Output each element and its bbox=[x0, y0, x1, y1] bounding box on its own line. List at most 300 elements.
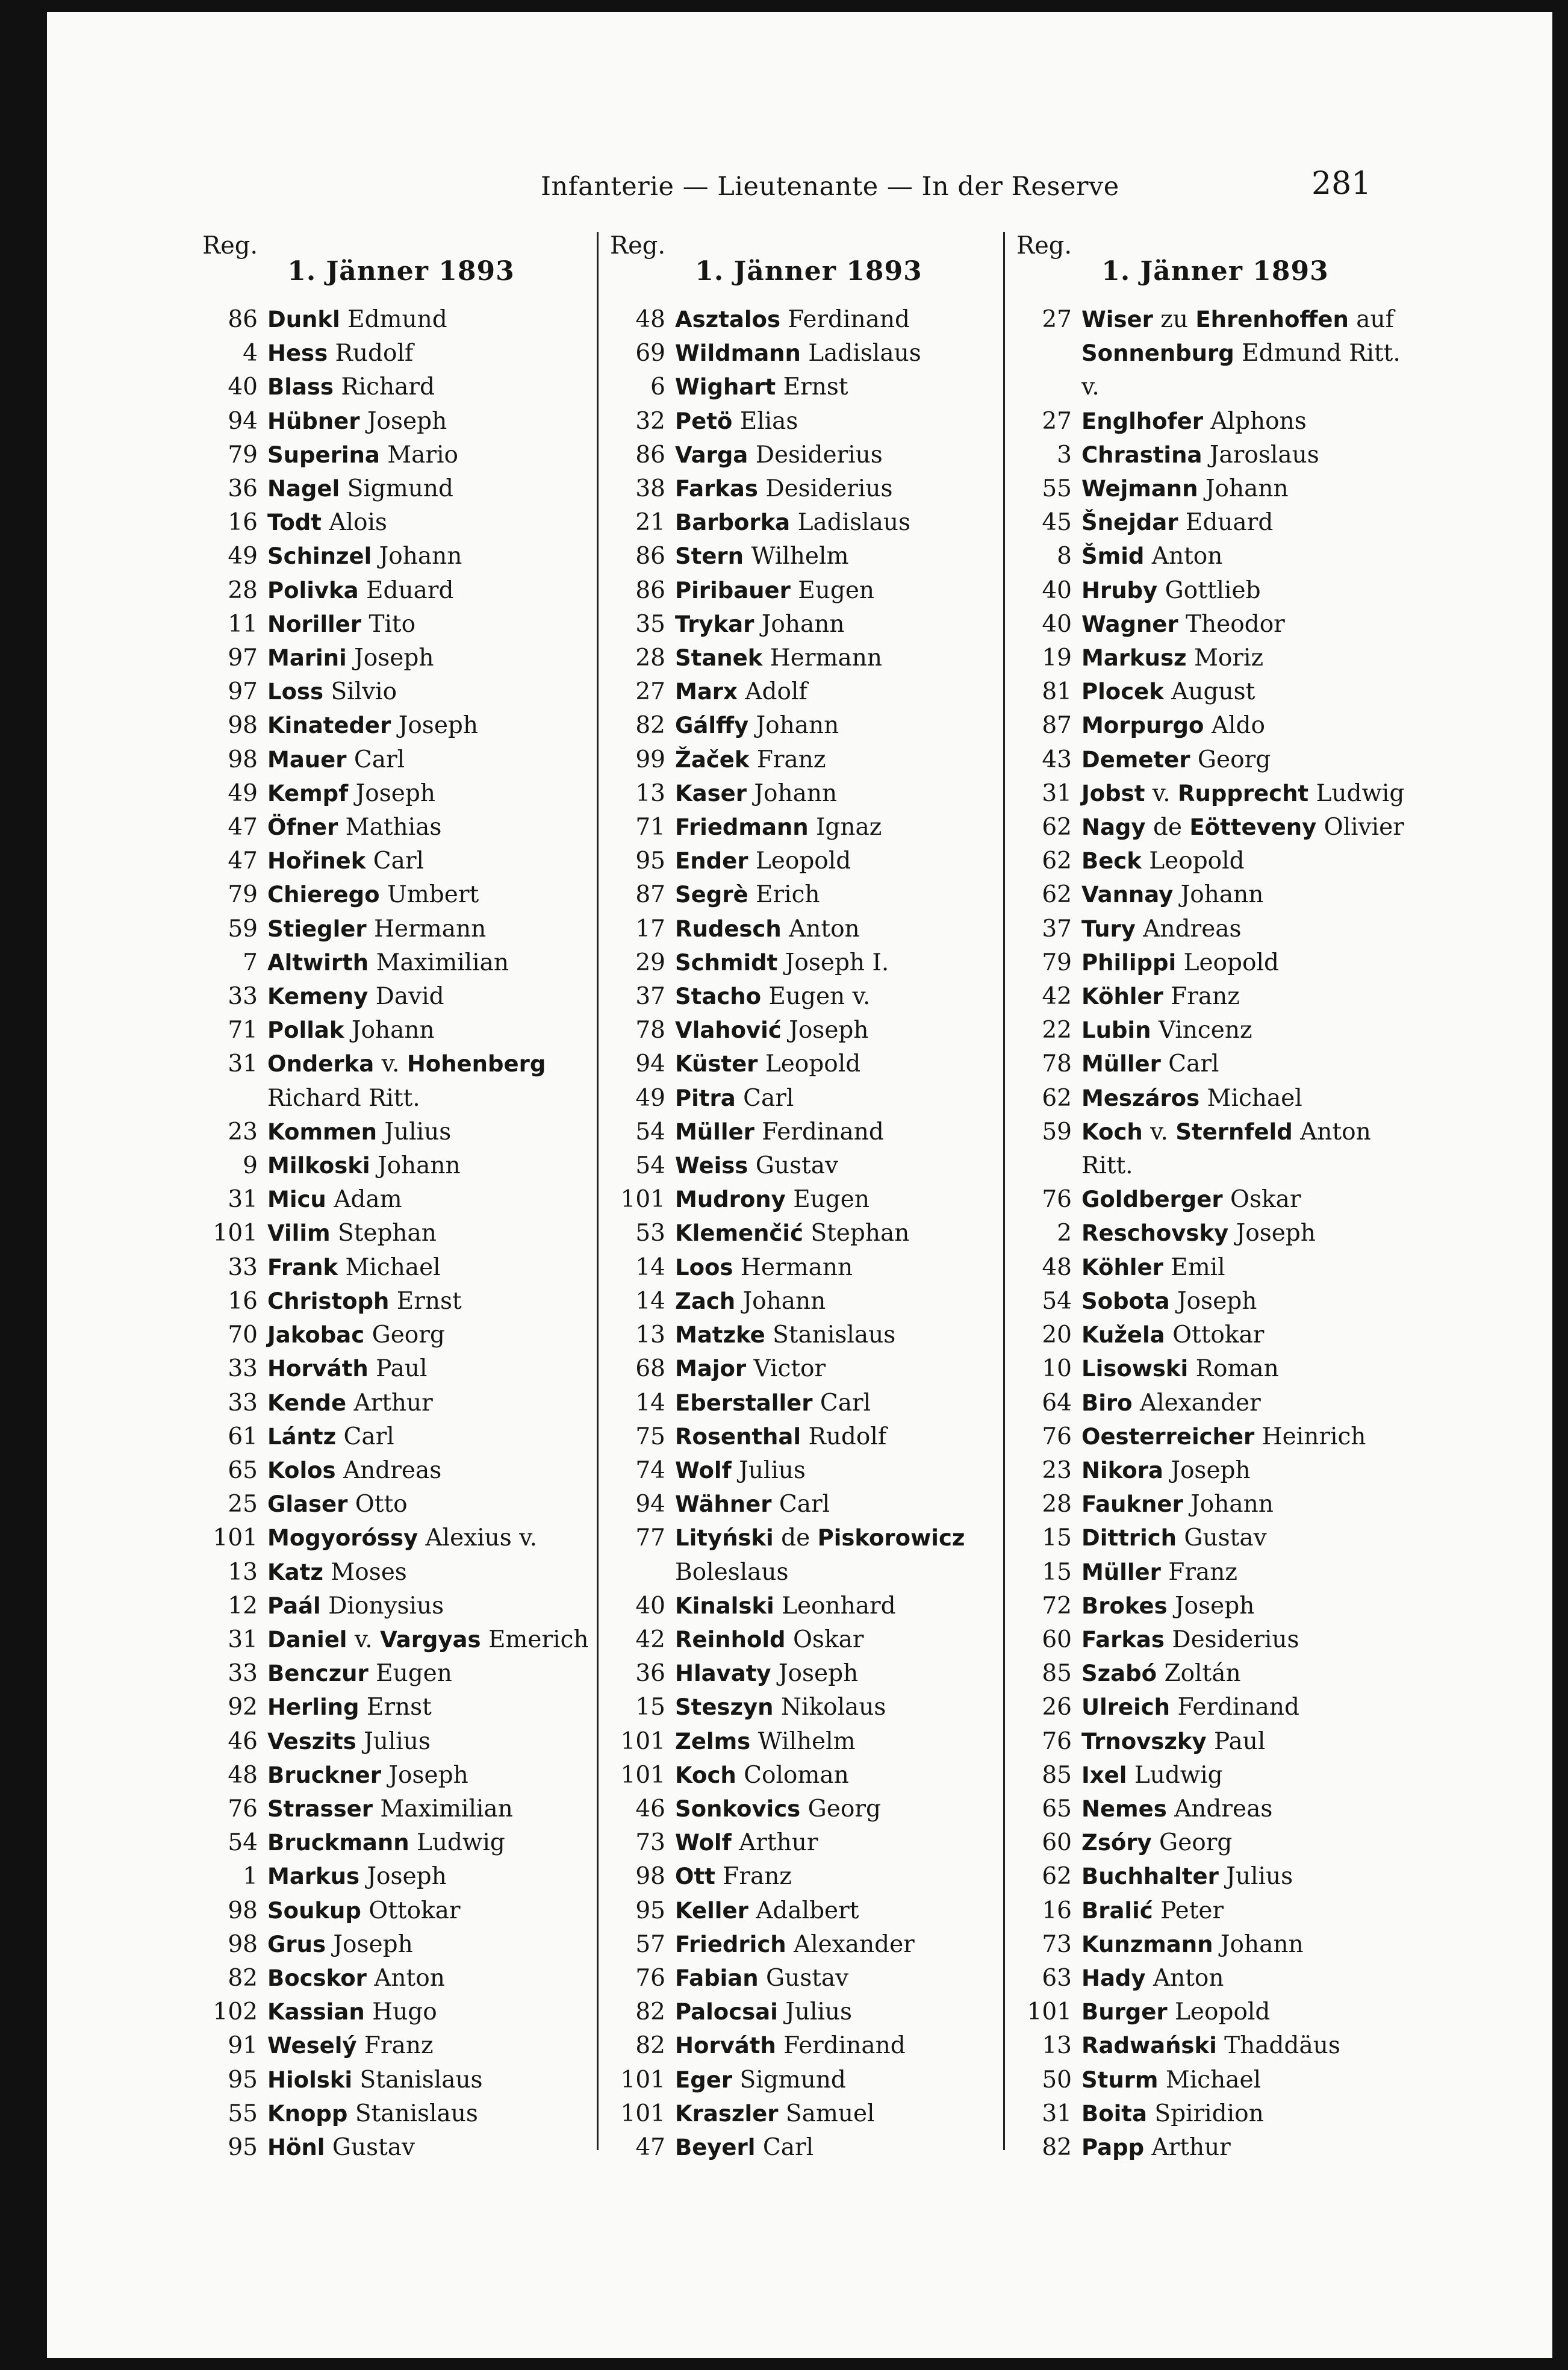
surname-continuation: Sonnenburg bbox=[1081, 340, 1234, 367]
officer-name bbox=[267, 912, 486, 946]
given-name: Michael bbox=[1207, 1084, 1302, 1112]
officer-name bbox=[675, 912, 860, 946]
regiment-number: 82 bbox=[228, 1964, 258, 1992]
surname: Bocskor bbox=[267, 1965, 367, 1991]
officer-name bbox=[675, 1183, 870, 1217]
given-name: August bbox=[1171, 678, 1255, 706]
officer-name bbox=[1081, 1657, 1241, 1691]
given-name: Richard bbox=[341, 373, 435, 401]
surname: Friedrich bbox=[675, 1931, 786, 1957]
regiment-number: 79 bbox=[228, 881, 258, 909]
regiment-number: 102 bbox=[213, 1998, 258, 2026]
officer-name bbox=[675, 675, 807, 709]
given-name: Rudolf bbox=[808, 1423, 887, 1450]
officer-name bbox=[675, 608, 845, 641]
given-name: Ernst bbox=[396, 1287, 462, 1315]
officer-name bbox=[1081, 1995, 1270, 2029]
officer-name bbox=[267, 608, 415, 641]
surname: Lántz bbox=[267, 1423, 337, 1450]
column-header bbox=[1016, 232, 1414, 303]
regiment-number: 13 bbox=[228, 1558, 258, 1586]
list-item bbox=[202, 2063, 600, 2097]
given-name: Wilhelm bbox=[758, 1727, 856, 1755]
regiment-number: 53 bbox=[635, 1220, 665, 1247]
regiment-number: 33 bbox=[228, 983, 258, 1011]
surname: Zach bbox=[675, 1288, 736, 1314]
list-item bbox=[610, 844, 1007, 878]
officer-name bbox=[1081, 1183, 1301, 1217]
list-item bbox=[1016, 2131, 1414, 2165]
given-name: Sigmund bbox=[739, 2066, 846, 2094]
officer-name bbox=[675, 1454, 806, 1488]
given-name: Alexander bbox=[1139, 1389, 1261, 1417]
given-name: Mathias bbox=[345, 814, 442, 841]
list-item bbox=[1016, 1962, 1414, 1995]
officer-name bbox=[1081, 946, 1279, 980]
officer-name bbox=[1081, 1420, 1366, 1454]
regiment-number: 8 bbox=[1057, 543, 1072, 570]
surname: Wiser bbox=[1081, 307, 1153, 332]
given-name: Zoltán bbox=[1164, 1660, 1241, 1688]
list-item bbox=[1016, 1014, 1414, 1047]
surname: Rudesch bbox=[675, 915, 782, 942]
list-item bbox=[202, 2097, 600, 2131]
list-item bbox=[1016, 1318, 1414, 1352]
regiment-number: 21 bbox=[635, 509, 665, 537]
surname: Zelms bbox=[675, 1728, 751, 1754]
officer-name bbox=[267, 946, 509, 980]
officer-name bbox=[675, 1251, 853, 1285]
list-item bbox=[610, 1894, 1007, 1928]
officer-name bbox=[267, 811, 441, 844]
list-item bbox=[202, 1285, 600, 1318]
given-name: Andreas bbox=[1143, 915, 1242, 943]
given-name: Adolf bbox=[745, 678, 807, 706]
officer-name bbox=[675, 1995, 852, 2029]
given-name: Theodor bbox=[1186, 610, 1285, 638]
regiment-number: 76 bbox=[1042, 1727, 1072, 1755]
officer-name bbox=[1081, 1285, 1257, 1318]
regiment-number: 1 bbox=[243, 1863, 258, 1891]
date-label: 1. Jänner 1893 bbox=[1101, 256, 1329, 287]
surname: Kužela bbox=[1081, 1322, 1165, 1349]
surname: Schinzel bbox=[267, 543, 372, 570]
officer-name bbox=[1081, 980, 1240, 1014]
given-name: Elias bbox=[739, 407, 798, 435]
officer-name bbox=[675, 574, 874, 608]
list-item bbox=[1016, 709, 1414, 743]
officer-name bbox=[267, 675, 397, 709]
list-item bbox=[202, 709, 600, 743]
regiment-number: 49 bbox=[228, 779, 258, 807]
list-item bbox=[610, 2097, 1007, 2131]
regiment-number: 64 bbox=[1042, 1389, 1072, 1417]
list-item bbox=[610, 405, 1007, 438]
surname: Buchhalter bbox=[1081, 1863, 1219, 1890]
surname: Faukner bbox=[1081, 1491, 1183, 1518]
list-item bbox=[610, 709, 1007, 743]
surname: Dunkl bbox=[267, 307, 340, 332]
given-name: Anton bbox=[1153, 1964, 1224, 1992]
given-name: Joseph bbox=[388, 1761, 468, 1789]
given-name: Johann bbox=[377, 1152, 461, 1180]
given-name: Michael bbox=[1165, 2066, 1262, 2094]
surname: Todt bbox=[267, 510, 322, 536]
officer-name bbox=[675, 1420, 886, 1454]
list-item bbox=[610, 743, 1007, 777]
name-continuation: Boleslaus bbox=[675, 1558, 789, 1586]
officer-name bbox=[267, 1792, 513, 1826]
officer-name bbox=[267, 337, 413, 370]
regiment-number: 33 bbox=[228, 1253, 258, 1281]
surname: Horváth bbox=[267, 1356, 369, 1382]
given-name: Spiridion bbox=[1154, 2100, 1264, 2127]
surname: Müller bbox=[1081, 1559, 1161, 1585]
given-name: v. bbox=[1150, 1118, 1168, 1146]
surname: Philippi bbox=[1081, 949, 1177, 976]
officer-name bbox=[675, 811, 882, 844]
surname: Ender bbox=[675, 848, 748, 875]
given-name: Hermann bbox=[374, 915, 487, 943]
list-item bbox=[1016, 1792, 1414, 1826]
regiment-number: 97 bbox=[228, 678, 258, 706]
regiment-number: 14 bbox=[635, 1389, 665, 1417]
given-name: Joseph bbox=[1236, 1220, 1316, 1247]
surname: Koch bbox=[675, 1762, 736, 1788]
list-item bbox=[610, 608, 1007, 641]
given-name: Stanislaus bbox=[773, 1321, 896, 1349]
officer-name bbox=[675, 1792, 881, 1826]
list-item bbox=[202, 472, 600, 506]
officer-name bbox=[1081, 574, 1261, 608]
list-item bbox=[610, 777, 1007, 811]
list-item bbox=[202, 370, 600, 404]
list-item bbox=[202, 1894, 600, 1928]
officer-name bbox=[267, 1894, 461, 1928]
given-name: Andreas bbox=[1174, 1795, 1273, 1823]
given-name: Hermann bbox=[770, 644, 882, 672]
given-name: Desiderius bbox=[765, 475, 893, 503]
regiment-number: 101 bbox=[620, 2066, 665, 2094]
surname: Eger bbox=[675, 2066, 733, 2093]
officer-name bbox=[1081, 540, 1222, 573]
regiment-number: 36 bbox=[228, 475, 258, 503]
given-name: Joseph bbox=[367, 1863, 447, 1891]
given-name: Eugen bbox=[376, 1660, 452, 1688]
officer-name bbox=[1081, 1318, 1264, 1352]
regiment-number: 95 bbox=[228, 2133, 258, 2161]
surname: Šnejdar bbox=[1081, 510, 1178, 536]
list-item bbox=[202, 438, 600, 472]
officer-name bbox=[675, 337, 921, 370]
list-item bbox=[610, 1792, 1007, 1826]
given-name: Joseph bbox=[355, 779, 435, 807]
list-item bbox=[610, 438, 1007, 472]
surname: Wejmann bbox=[1081, 476, 1198, 502]
surname-2: Eötteveny bbox=[1189, 814, 1317, 841]
list-item bbox=[610, 1420, 1007, 1454]
surname: Beyerl bbox=[675, 2134, 756, 2160]
officer-name bbox=[675, 980, 870, 1014]
regiment-number: 57 bbox=[635, 1930, 665, 1958]
regiment-number: 78 bbox=[635, 1017, 665, 1044]
officer-name bbox=[1081, 2097, 1264, 2131]
officer-name bbox=[1081, 743, 1271, 777]
list-item bbox=[610, 370, 1007, 404]
column-2 bbox=[610, 232, 1007, 2165]
given-name: Ladislaus bbox=[797, 509, 911, 537]
surname: Reschovsky bbox=[1081, 1220, 1229, 1247]
given-name: Ottokar bbox=[1172, 1321, 1265, 1349]
regiment-number: 82 bbox=[635, 712, 665, 740]
officer-name bbox=[267, 574, 453, 608]
list-item bbox=[202, 980, 600, 1014]
given-name: Maximilian bbox=[380, 1795, 513, 1823]
regiment-number: 71 bbox=[635, 814, 665, 841]
given-name: Carl bbox=[743, 1084, 794, 1112]
officer-name bbox=[675, 1047, 860, 1081]
list-item bbox=[1016, 1894, 1414, 1928]
list-item bbox=[202, 303, 600, 337]
surname: Farkas bbox=[675, 476, 758, 502]
given-name: Erich bbox=[755, 881, 820, 909]
surname: Kempf bbox=[267, 780, 349, 806]
regiment-number: 62 bbox=[1042, 1084, 1072, 1112]
list-item bbox=[1016, 878, 1414, 912]
surname: Ixel bbox=[1081, 1762, 1127, 1788]
given-name: Julius bbox=[384, 1118, 452, 1146]
given-name: Franz bbox=[1168, 1558, 1237, 1586]
surname: Matzke bbox=[675, 1322, 765, 1349]
given-name: Arthur bbox=[353, 1389, 433, 1417]
regiment-number: 40 bbox=[1042, 610, 1072, 638]
regiment-number: 86 bbox=[635, 576, 665, 604]
list-item bbox=[610, 2063, 1007, 2097]
regiment-number: 14 bbox=[635, 1253, 665, 1281]
officer-name bbox=[1081, 844, 1245, 878]
list-item-continuation bbox=[202, 1082, 600, 1115]
given-name: David bbox=[375, 983, 444, 1011]
given-name: Georg bbox=[372, 1321, 445, 1349]
given-name: zu bbox=[1160, 306, 1188, 333]
given-name: Adalbert bbox=[756, 1897, 859, 1924]
regiment-number: 3 bbox=[1057, 441, 1072, 469]
given-name: Mario bbox=[387, 441, 458, 469]
list-item bbox=[202, 1995, 600, 2029]
regiment-number: 85 bbox=[1042, 1660, 1072, 1688]
officer-name bbox=[675, 1014, 868, 1047]
surname: Trnovszky bbox=[1081, 1728, 1207, 1754]
surname: Petö bbox=[675, 408, 733, 434]
officer-name bbox=[267, 1691, 432, 1724]
list-item bbox=[610, 1115, 1007, 1149]
regiment-number: 65 bbox=[228, 1456, 258, 1484]
surname: Öfner bbox=[267, 814, 338, 841]
officer-name bbox=[1081, 1082, 1302, 1115]
regiment-number: 101 bbox=[620, 1727, 665, 1755]
surname: Reinhold bbox=[675, 1626, 786, 1653]
surname: Mudrony bbox=[675, 1187, 786, 1213]
given-name: Ernst bbox=[366, 1694, 432, 1721]
surname: Pollak bbox=[267, 1017, 344, 1044]
list-item bbox=[1016, 946, 1414, 980]
list-item bbox=[1016, 1860, 1414, 1894]
given-name: Julius bbox=[364, 1727, 431, 1755]
officer-name bbox=[267, 1759, 468, 1792]
given-name: Eugen bbox=[798, 576, 875, 604]
surname: Stern bbox=[675, 543, 744, 570]
given-name: Heinrich bbox=[1262, 1423, 1366, 1450]
given-name: v. bbox=[1152, 779, 1171, 807]
name-continuation-2: v. bbox=[1081, 373, 1100, 401]
officer-name bbox=[1081, 2029, 1340, 2063]
list-item bbox=[1016, 1352, 1414, 1386]
given-name: Georg bbox=[1197, 746, 1271, 773]
surname: Jobst bbox=[1081, 780, 1145, 806]
surname: Nemes bbox=[1081, 1795, 1167, 1822]
regiment-number: 95 bbox=[635, 1897, 665, 1924]
officer-name bbox=[675, 506, 910, 540]
regiment-number: 92 bbox=[228, 1694, 258, 1721]
given-name: Anton bbox=[1151, 543, 1223, 570]
given-name: Desiderius bbox=[755, 441, 883, 469]
regiment-number: 23 bbox=[228, 1118, 258, 1146]
regiment-number: 33 bbox=[228, 1660, 258, 1688]
officer-name bbox=[1081, 811, 1404, 844]
regiment-number: 25 bbox=[228, 1491, 258, 1518]
given-name: Johann bbox=[754, 779, 838, 807]
officer-name bbox=[267, 1521, 537, 1555]
given-name: Joseph bbox=[333, 1930, 413, 1958]
surname: Sturm bbox=[1081, 2066, 1159, 2093]
officer-name bbox=[675, 405, 798, 438]
list-item bbox=[202, 743, 600, 777]
list-item bbox=[1016, 1285, 1414, 1318]
officer-name bbox=[675, 1894, 859, 1928]
list-item bbox=[202, 1183, 600, 1217]
list-item bbox=[1016, 1521, 1414, 1555]
officer-name bbox=[267, 1251, 441, 1285]
officer-name bbox=[675, 1285, 826, 1318]
given-name: Paul bbox=[376, 1355, 428, 1383]
list-item bbox=[202, 1454, 600, 1488]
surname: Köhler bbox=[1081, 984, 1163, 1010]
regiment-number: 79 bbox=[1042, 949, 1072, 976]
surname: Bruckmann bbox=[267, 1830, 409, 1856]
officer-name bbox=[1081, 912, 1242, 946]
given-name: Hugo bbox=[372, 1998, 437, 2026]
regiment-number: 86 bbox=[228, 306, 258, 333]
surname: Horváth bbox=[675, 2033, 776, 2059]
surname: Soukup bbox=[267, 1897, 361, 1924]
regiment-number: 49 bbox=[635, 1084, 665, 1112]
given-name: Joseph bbox=[354, 644, 434, 672]
list-item bbox=[202, 1623, 600, 1657]
list-item bbox=[610, 878, 1007, 912]
list-item bbox=[1016, 844, 1414, 878]
surname: Milkoski bbox=[267, 1153, 370, 1179]
regiment-number: 33 bbox=[228, 1389, 258, 1417]
list-item bbox=[202, 1556, 600, 1589]
regiment-number: 15 bbox=[1042, 1524, 1072, 1552]
officer-name bbox=[267, 1014, 435, 1047]
regiment-number: 31 bbox=[1042, 2100, 1072, 2127]
list-item bbox=[610, 1589, 1007, 1623]
regiment-number: 13 bbox=[1042, 2032, 1072, 2060]
regiment-number: 40 bbox=[635, 1592, 665, 1620]
officer-name bbox=[675, 540, 848, 573]
officer-name bbox=[1081, 1589, 1254, 1623]
surname: Pitra bbox=[675, 1085, 736, 1111]
officer-name bbox=[1081, 2131, 1231, 2165]
given-name: Jaroslaus bbox=[1209, 441, 1319, 469]
officer-name bbox=[1081, 1217, 1316, 1250]
regiment-number: 4 bbox=[243, 340, 258, 367]
list-item bbox=[610, 2131, 1007, 2165]
list-item bbox=[202, 1589, 600, 1623]
list-item bbox=[202, 608, 600, 641]
regiment-number: 81 bbox=[1042, 678, 1072, 706]
regiment-number: 76 bbox=[228, 1795, 258, 1823]
surname: Rosenthal bbox=[675, 1423, 801, 1450]
regiment-number: 76 bbox=[1042, 1423, 1072, 1450]
list-item bbox=[610, 574, 1007, 608]
officer-name bbox=[267, 777, 435, 811]
given-name: Carl bbox=[779, 1491, 830, 1518]
regiment-number: 73 bbox=[635, 1829, 665, 1857]
list-item bbox=[202, 1691, 600, 1724]
given-name: Leopold bbox=[1183, 949, 1279, 976]
given-name: Alois bbox=[329, 509, 387, 537]
surname: Sobota bbox=[1081, 1288, 1170, 1314]
regiment-number: 95 bbox=[228, 2066, 258, 2094]
regiment-number: 29 bbox=[635, 949, 665, 976]
regiment-number: 32 bbox=[635, 407, 665, 435]
list-item bbox=[610, 1014, 1007, 1047]
officer-name bbox=[675, 1386, 871, 1420]
list-item bbox=[1016, 506, 1414, 540]
given-name: Ignaz bbox=[816, 814, 882, 841]
regiment-number: 60 bbox=[1042, 1829, 1072, 1857]
officer-name bbox=[675, 641, 882, 675]
officer-name bbox=[675, 1149, 838, 1183]
surname: Meszáros bbox=[1081, 1085, 1200, 1111]
regiment-number: 7 bbox=[243, 949, 258, 976]
surname: Szabó bbox=[1081, 1661, 1157, 1687]
list-item bbox=[1016, 641, 1414, 675]
officer-name bbox=[267, 1420, 394, 1454]
list-item bbox=[610, 946, 1007, 980]
surname: Kunzmann bbox=[1081, 1931, 1213, 1957]
list-item bbox=[1016, 1657, 1414, 1691]
regiment-number: 40 bbox=[1042, 576, 1072, 604]
surname: Micu bbox=[267, 1187, 326, 1213]
list-item bbox=[202, 1759, 600, 1792]
surname: Koch bbox=[1081, 1118, 1143, 1145]
officer-name bbox=[675, 2097, 875, 2131]
regiment-number: 26 bbox=[1042, 1694, 1072, 1721]
given-name: Carl bbox=[373, 847, 424, 875]
regiment-number: 76 bbox=[635, 1964, 665, 1992]
list-item bbox=[610, 1183, 1007, 1217]
surname: Nagy bbox=[1081, 814, 1146, 841]
regiment-number: 82 bbox=[635, 2032, 665, 2060]
given-name: Stephan bbox=[338, 1220, 437, 1247]
list-item bbox=[1016, 1386, 1414, 1420]
surname: Kinalski bbox=[675, 1592, 774, 1619]
list-item bbox=[610, 540, 1007, 573]
officer-name bbox=[267, 1928, 413, 1962]
